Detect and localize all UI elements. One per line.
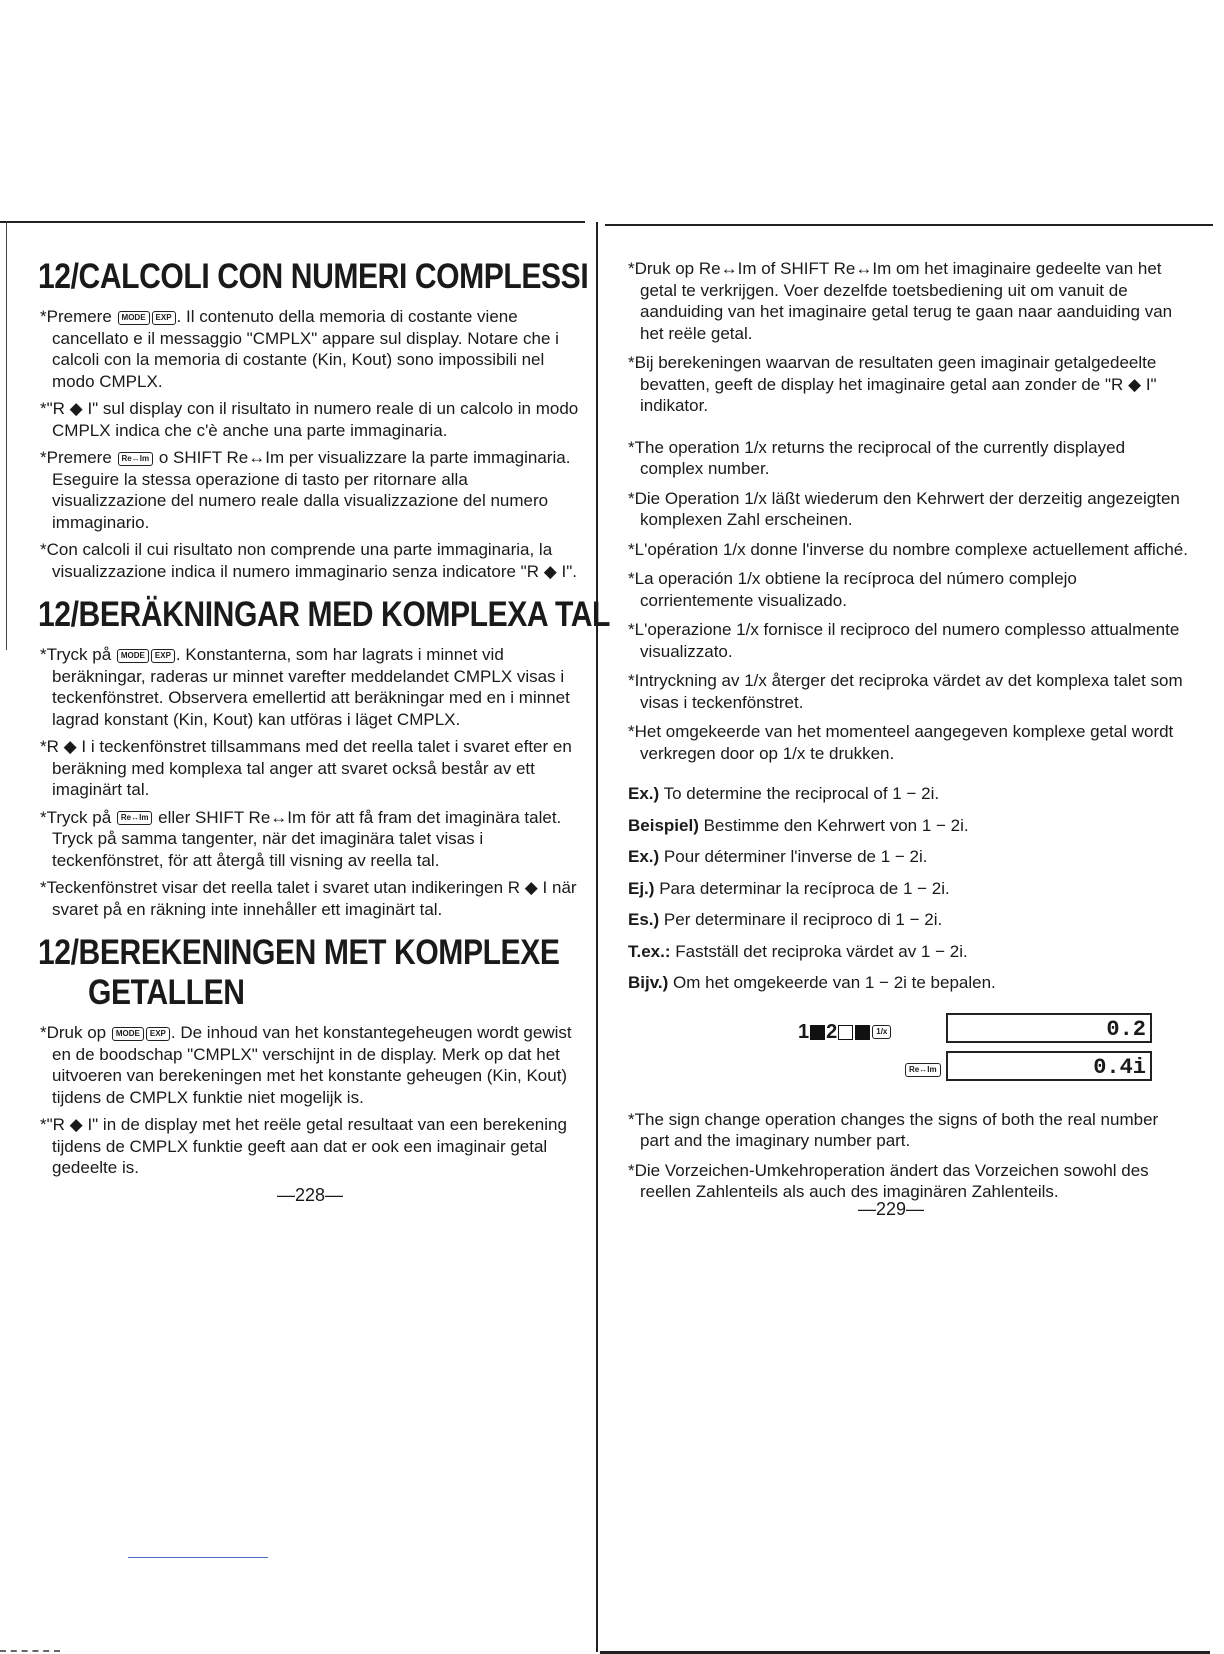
example-label: Ej.) [628, 878, 655, 898]
calc-display: 0.2 [946, 1013, 1152, 1043]
calc-display: 0.4i [946, 1051, 1152, 1081]
example-text: Para determinar la recíproca de 1 − 2i. [659, 878, 950, 898]
example-line [628, 904, 1188, 936]
paragraph [40, 644, 580, 730]
example-text: To determine the reciprocal of 1 − 2i. [663, 784, 940, 803]
paragraph-french: *L'opération 1/x donne l'inverse du nombre complexe actuellement affiché. [628, 539, 1188, 559]
bottom-rule-left [0, 1650, 60, 1652]
example-text: Pour déterminer l'inverse de 1 − 2i. [663, 847, 928, 866]
section-heading-swedish: 12/BERÄKNINGAR MED KOMPLEXA TAL [38, 595, 610, 634]
example-line [628, 967, 1188, 999]
re-im-key-icon: Re↔Im [905, 1063, 941, 1077]
top-rule-right [605, 224, 1213, 226]
example-line [628, 810, 1188, 842]
mode-key-icon: MODE [112, 1027, 144, 1041]
re-im-key-icon: Re↔Im [117, 811, 153, 825]
example-line [628, 936, 1188, 968]
paragraph: *Con calcoli il cui risultato non comprende una parte immaginaria, la visualizzazione indica il numero immaginario senza indicatore "R ◆ I". [40, 540, 577, 581]
scan-artifact-line [128, 1557, 268, 1558]
example-line [628, 841, 1188, 873]
equals-key-icon [855, 1025, 870, 1040]
re-im-key-icon: Re↔Im [118, 452, 154, 466]
paragraph-italian: *L'operazione 1/x fornisce il reciproco del numero complesso attualmente visualizzato. [628, 620, 1180, 661]
left-frame-line [6, 222, 7, 650]
paragraph [40, 1022, 580, 1108]
paragraph-german: *Die Vorzeichen-Umkehroperation ändert das Vorzeichen sowohl des reellen Zahlenteils als auch des imaginären Zahlenteils. [628, 1160, 1149, 1201]
exp-key-icon: EXP [146, 1027, 170, 1041]
exp-key-icon: EXP [151, 649, 175, 663]
paragraph-text: . Konstanterna, som har lagrats i minnet vid beräkningar, raderas ur minnet varefter meddelandet CMPLX visas i teckenfönstret. Observera emellertid att beräkningar med en i minnet lagrad konstant (Kin, Kout) kan utföras i läget CMPLX. [52, 645, 570, 729]
paragraph-text: *Tryck på [40, 807, 116, 827]
paragraph-spanish: *La operación 1/x obtiene la recíproca del número complejo corrientemente visualizado. [628, 569, 1077, 610]
paragraph-text: . De inhoud van het konstantegeheugen wordt gewist en de boodschap "CMPLX" verschijnt in de display. Merk op dat het uitvoeren van berekeningen met het konstante geheugen (Kin, Kout) tijdens de CMPLX funktie niet mogelijk is. [52, 1023, 572, 1107]
example-label: Es.) [628, 910, 660, 929]
calc-step-2 [628, 1051, 1188, 1087]
paragraph-text: *Tryck på [40, 645, 116, 664]
paragraph: *Bij berekeningen waarvan de resultaten geen imaginair getalgedeelte bevatten, geeft de display het imaginaire getal aan zonder de "R ◆ I" indikator. [628, 353, 1157, 415]
key-sequence [904, 1059, 942, 1082]
example-line [628, 873, 1188, 905]
example-label: Bijv.) [628, 973, 669, 992]
example-text: Om het omgekeerde van 1 − 2i te bepalen. [673, 973, 996, 992]
example-line [628, 778, 1188, 810]
paragraph [40, 807, 580, 872]
exp-key-icon: EXP [152, 311, 176, 325]
paragraph-text: . Il contenuto della memoria di costante viene cancellato e il messaggio "CMPLX" appare sul display. Notare che i calcoli con la memoria di costante (Kin, Kout) sono impossibili nel modo CMPLX. [52, 307, 559, 391]
paragraph-text: eller SHIFT Re↔Im för att få fram det imaginära talet. Tryck på samma tangenter, när det imaginära talet visas i teckenfönstret, för att återgå till visning av reella tal. [52, 807, 562, 870]
digit-key: 2 [826, 1020, 838, 1043]
calc-step-1 [628, 1013, 1188, 1049]
page-number-left: —228— [276, 1184, 344, 1205]
paragraph-text: *Premere [40, 448, 117, 467]
section-heading-italian: 12/CALCOLI CON NUMERI COMPLESSI [38, 257, 589, 296]
example-text: Fastställ det reciproka värdet av 1 − 2i. [675, 941, 968, 961]
example-text: Bestimme den Kehrwert von 1 − 2i. [703, 815, 969, 835]
page-gutter [596, 222, 598, 1652]
paragraph: *Druk op Re↔Im of SHIFT Re↔Im om het imaginaire gedeelte van het getal te verkrijgen. Voer dezelfde toetsbediening uit om vanuit de aanduiding van het imaginaire getal terug te gaan naar aanduiding van het reële getal. [628, 259, 1173, 343]
top-rule-left [0, 221, 585, 223]
example-label: T.ex.: [628, 941, 671, 961]
section-heading-dutch-continued: GETALLEN [88, 973, 245, 1012]
paragraph: *"R ◆ I" sul display con il risultato in numero reale di un calcolo in modo CMPLX indica che c'è anche una parte immaginaria. [40, 399, 579, 440]
example-text: Per determinare il reciproco di 1 − 2i. [663, 910, 943, 929]
minus-key-icon [810, 1025, 825, 1040]
left-page [38, 257, 610, 1206]
section-heading-dutch: 12/BEREKENINGEN MET KOMPLEXE [38, 933, 560, 972]
paragraph-english: *The sign change operation changes the signs of both the real number part and the imaginary number part. [628, 1109, 1159, 1150]
paragraph-german: *Die Operation 1/x läßt wiederum den Kehrwert der derzeitig angezeigten komplexen Zahl erscheinen. [628, 488, 1180, 529]
paragraph-text: *Druk op [40, 1023, 111, 1042]
example-label: Beispiel) [628, 815, 699, 835]
paragraph: *Teckenfönstret visar det reella talet i svaret utan indikeringen R ◆ I när svaret på en räkning inte innehåller ett imaginärt tal. [40, 878, 577, 919]
paragraph-swedish: *Intryckning av 1/x återger det reciproka värdet av det komplexa talet som visas i teckenfönstret. [628, 671, 1183, 712]
right-page [628, 258, 1188, 1220]
paragraph: *"R ◆ I" in de display met het reële getal resultaat van een berekening tijdens de CMPLX funktie geeft aan dat er ook een imaginair getal gedeelte is. [40, 1115, 567, 1177]
page-number-right: —229— [858, 1198, 925, 1219]
mode-key-icon: MODE [118, 311, 150, 325]
paragraph-text: *Premere [40, 307, 117, 326]
example-label: Ex.) [628, 847, 660, 866]
paragraph: *R ◆ I i teckenfönstret tillsammans med det reella talet i svaret efter en beräkning med komplexa tal anger att svaret också består av ett imaginärt tal. [40, 737, 572, 799]
reciprocal-key-icon: 1/x [872, 1025, 891, 1039]
key-sequence [798, 1021, 892, 1044]
paragraph-english: *The operation 1/x returns the reciprocal of the currently displayed complex number. [628, 437, 1126, 478]
paragraph [40, 447, 580, 533]
example-label: Ex.) [628, 784, 660, 803]
i-key-icon [838, 1025, 853, 1040]
digit-key: 1 [798, 1020, 810, 1043]
paragraph-dutch: *Het omgekeerde van het momenteel aangegeven komplexe getal wordt verkregen door op 1/x te drukken. [628, 722, 1174, 763]
paragraph [40, 306, 580, 392]
paragraph-text: o SHIFT Re↔Im per visualizzare la parte immaginaria. Eseguire la stessa operazione di tasto per ritornare alla visualizzazione del numero reale dalla visualizzazione del numero immaginario. [52, 448, 571, 532]
mode-key-icon: MODE [117, 649, 149, 663]
